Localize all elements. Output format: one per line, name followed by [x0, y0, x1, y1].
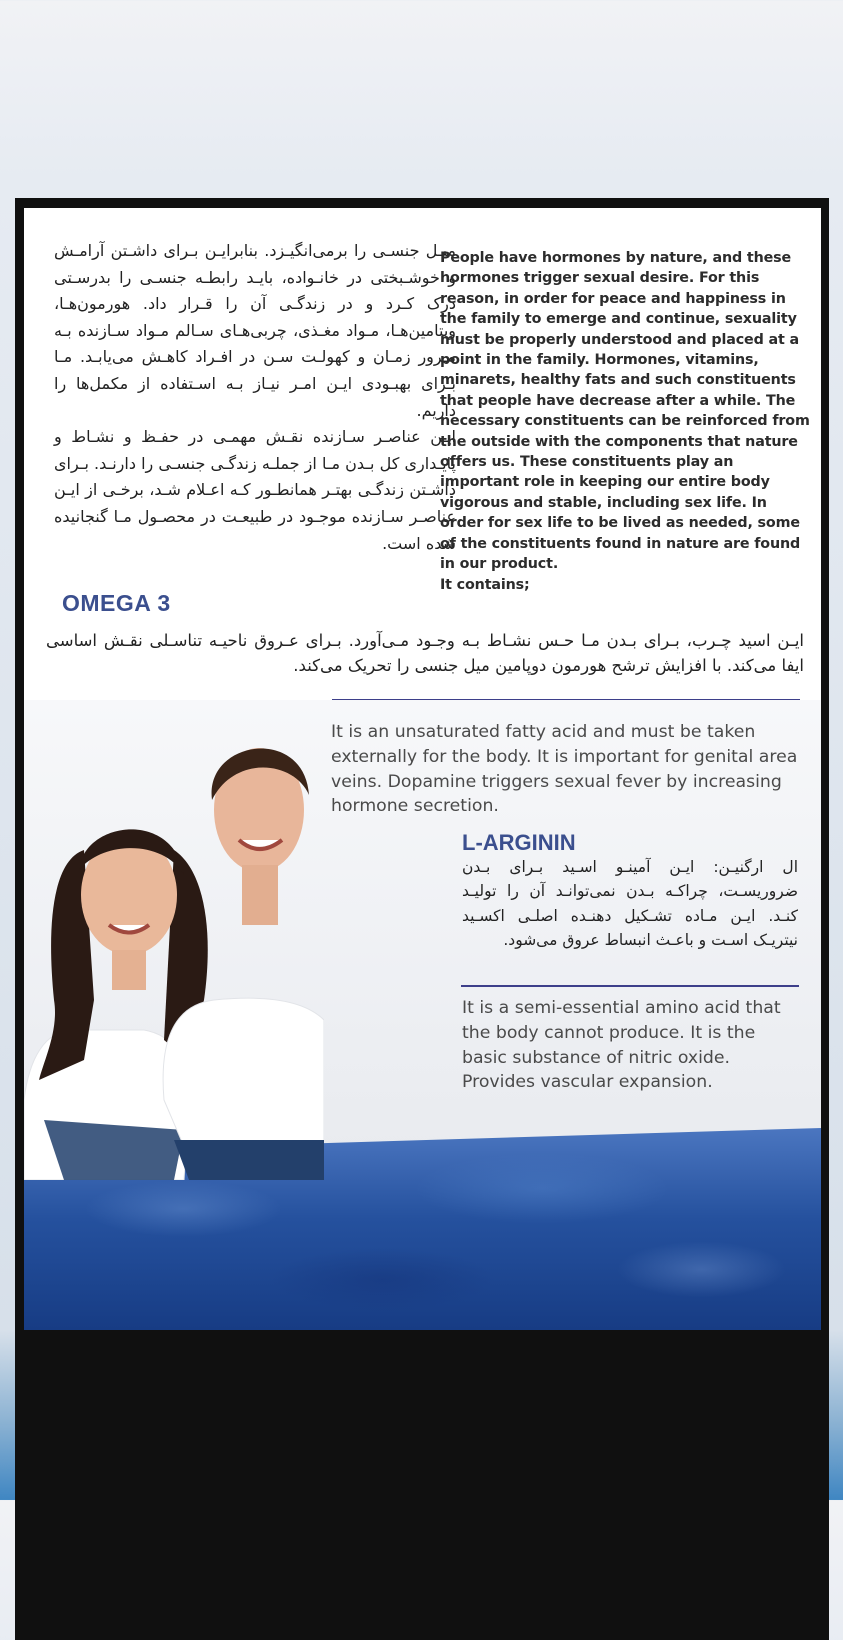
arginin-persian-text: ال ارگنیـن: ایـن آمینـو اسـید بـرای بـدن ضروریسـت، چراکـه بـدن نمی‌توانـد آن را تولیـد کنـد. ایـن مـاده تشـکیل دهنـده اصلـی اکسـید نیتریـک اسـت و باعـث انبساط عروق می‌شود. — [462, 858, 798, 950]
intro-english-contains: It contains; — [440, 576, 530, 593]
arginin-english-text: It is a semi-essential amino acid that the body cannot produce. It is the basic substance of nitric oxide. Provides vascular expansion. — [462, 998, 781, 1093]
intro-english-text — [440, 248, 810, 595]
intro-persian-paragraph-2: ایـن عناصـر سـازنده نقـش مهمـی در حفـظ و نشـاط و پایـداری کل بـدن مـا از جملـه زندگـی جنسـی را دارنـد. بـرای داشـتن زندگـی بهتـر همانطـور کـه اعـلام شـد، برخـی از ایـن عناصـر سـازنده موجـود در طبیعـت در محصـول مـا گنجانیده شده است. — [54, 427, 456, 553]
man-neck — [242, 865, 278, 925]
man-jeans — [174, 1140, 324, 1180]
omega3-english-text: It is an unsaturated fatty acid and must be taken externally for the body. It is important for genital area veins. Dopamine triggers sexual fever by increasing hormone secretion. — [331, 722, 798, 817]
omega3-persian-text: ایـن اسید چـرب، بـرای بـدن مـا حـس نشـاط بـه وجـود مـی‌آورد. بـرای عـروق ناحیـه تناسـلی نقـش اساسی ایفا می‌کند. با افزایش ترشح هورمون دوپامین میل جنسی را تحریک می‌کند. — [46, 631, 804, 675]
couple-photo — [24, 700, 324, 1180]
arginin-divider — [461, 985, 799, 987]
brochure-page — [24, 208, 821, 1330]
intro-persian-text — [54, 238, 456, 557]
woman-neck — [112, 950, 146, 990]
arginin-title: L-ARGININ — [462, 830, 576, 855]
woman-jeans — [44, 1120, 184, 1180]
intro-persian-paragraph-1: میـل جنسـی را برمی‌انگیـزد. بنابرایـن بـرای داشـتن آرامـش و خوشـبختی در خانـواده، بایـد رابطـه جنسـی را بدرسـتی درک کـرد و در زندگـی آن را قـرار داد. هورمون‌هـا، ویتامین‌هـا، مـواد مغـذی، چربی‌هـای سـالم مـواد سـازنده بـه مـرور زمـان و کهولـت سـن در افـراد کاهـش می‌یابـد. مـا بـرای بهبـودی ایـن امـر نیـاز بـه اسـتفاده از مکمل‌ها را داریم. — [54, 241, 456, 420]
intro-english-paragraph: People have hormones by nature, and these hormones trigger sexual desire. For this reason, in order for peace and happiness in the family to emerge and continue, sexuality must be properly understood and placed at a point in the family. Hormones, vitamins, minarets, healthy fats and such constituents that people have decrease after a while. The necessary constituents can be reinforced from the outside with the components that nature offers us. These constituents play an important role in keeping our entire body vigorous and stable, including sex life. In order for sex life to be lived as needed, some of the constituents found in nature are found in our product. — [440, 250, 810, 573]
omega3-title: OMEGA 3 — [62, 590, 171, 616]
